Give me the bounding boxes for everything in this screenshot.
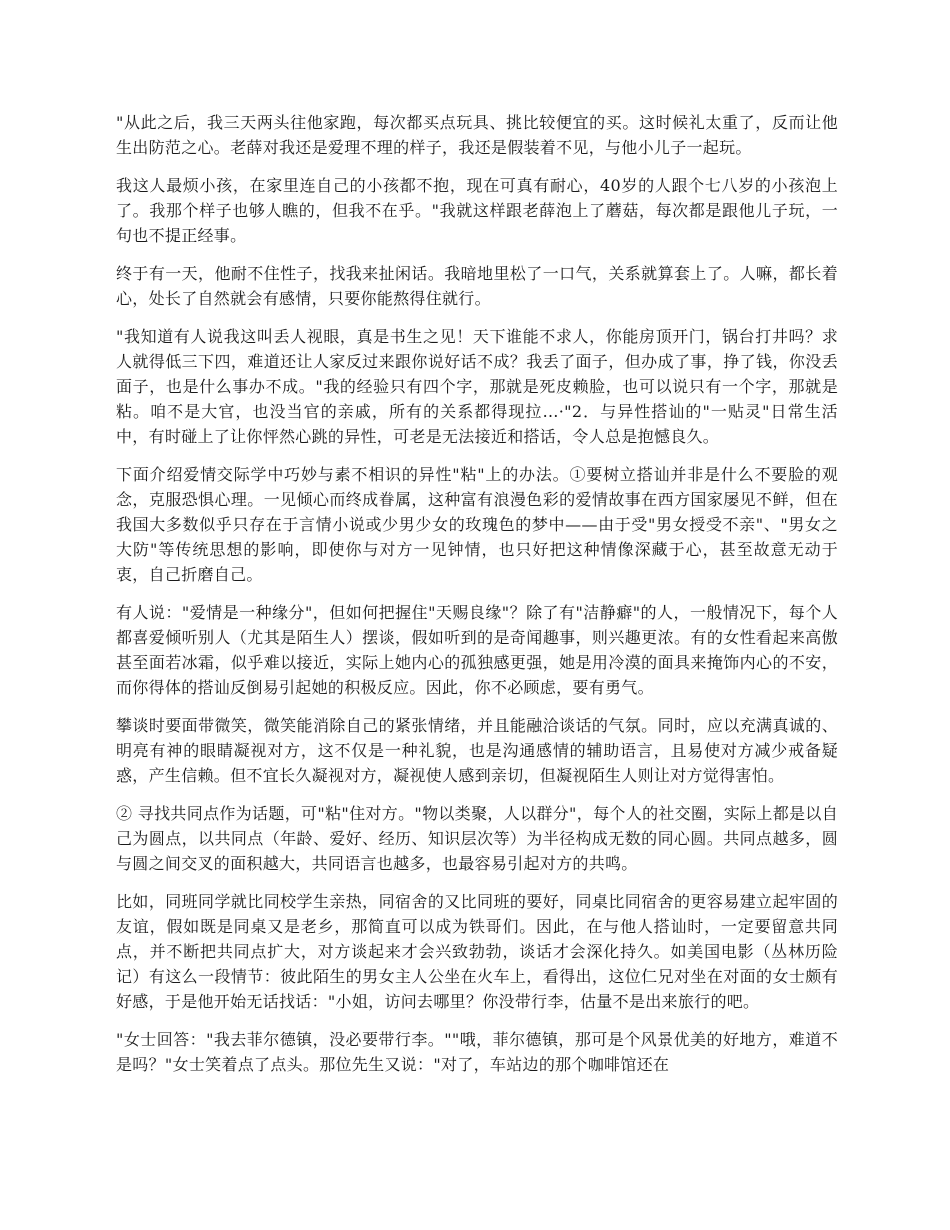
paragraph-1: "从此之后，我三天两头往他家跑，每次都买点玩具、挑比较便宜的买。这时候礼太重了，反而让他生出防范之心。老薛对我还是爱理不理的样子，我还是假装着不见，与他小儿子一起玩。	[116, 113, 838, 157]
paragraph-9: 比如，同班同学就比同校学生亲热，同宿舍的又比同班的要好，同桌比同宿舍的更容易建立起牢固的友谊，假如既是同桌又是老乡，那简直可以成为铁哥们。因此，在与他人搭讪时，一定要留意共同点，并不断把共同点扩大，对方谈起来才会兴致勃勃，谈话才会深化持久。如美国电影（丛林历险记）有这么一段情节：彼此陌生的男女主人公坐在火车上，看得出，这位仁兄对坐在对面的女士颇有好感，于是他开始无话找话："小姐，访问去哪里？你没带行李，估量不是出来旅行的吧。	[116, 892, 838, 1011]
paragraph-5: 下面介绍爱情交际学中巧妙与素不相识的异性"粘"上的办法。①要树立搭讪并非是什么不要脸的观念，克服恐惧心理。一见倾心而终成眷属，这种富有浪漫色彩的爱情故事在西方国家屡见不鲜，但在我国大多数似乎只存在于言情小说或少男少女的玫瑰色的梦中——由于受"男女授受不亲"、"男女之大防"等传统思想的影响，即使你与对方一见钟情，也只好把这种情像深藏于心，甚至故意无动于衷，自己折磨自己。	[116, 465, 838, 584]
paragraph-4: "我知道有人说我这叫丢人视眼，真是书生之见！天下谁能不求人，你能房顶开门，锅台打井吗？求人就得低三下四，难道还让人家反过来跟你说好话不成？我丢了面子，但办成了事，挣了钱，你没丢面子，也是什么事办不成。"我的经验只有四个字，那就是死皮赖脸，也可以说只有一个字，那就是粘。咱不是大官，也没当官的亲戚，所有的关系都得现拉…·"2．与异性搭讪的"一贴灵"日常生活中，有时碰上了让你怦然心跳的异性，可老是无法接近和搭话，令人总是抱憾良久。	[116, 327, 838, 446]
paragraph-3: 终于有一天，他耐不住性子，找我来扯闲话。我暗地里松了一口气，关系就算套上了。人嘛，都长着心，处长了自然就会有感情，只要你能熬得住就行。	[116, 264, 838, 308]
paragraph-10: "女士回答："我去菲尔德镇，没必要带行李。""哦，菲尔德镇，那可是个风景优美的好地方，难道不是吗？"女士笑着点了点头。那位先生又说："对了，车站边的那个咖啡馆还在	[116, 1030, 838, 1074]
paragraph-7: 攀谈时要面带微笑，微笑能消除自己的紧张情绪，并且能融洽谈话的气氛。同时，应以充满真诚的、明亮有神的眼睛凝视对方，这不仅是一种礼貌，也是沟通感情的辅助语言，且易使对方减少戒备疑惑，产生信赖。但不宜长久凝视对方，凝视使人感到亲切，但凝视陌生人则让对方觉得害怕。	[116, 716, 838, 785]
paragraph-2: 我这人最烦小孩，在家里连自己的小孩都不抱，现在可真有耐心，40岁的人跟个七八岁的小孩泡上了。我那个样子也够人瞧的，但我不在乎。"我就这样跟老薛泡上了蘑菇，每次都是跟他儿子玩，一句也不提正经事。	[116, 176, 838, 245]
paragraph-8: ② 寻找共同点作为话题，可"粘"住对方。"物以类聚，人以群分"，每个人的社交圈，实际上都是以自己为圆点，以共同点（年龄、爱好、经历、知识层次等）为半径构成无数的同心圆。共同点越多，圆与圆之间交叉的面积越大，共同语言也越多，也最容易引起对方的共鸣。	[116, 804, 838, 873]
document-body	[116, 110, 838, 1090]
paragraph-6: 有人说："爱情是一种缘分"，但如何把握住"天赐良缘"？除了有"洁静癖"的人，一般情况下，每个人都喜爱倾听别人（尤其是陌生人）摆谈，假如听到的是奇闻趣事，则兴趣更浓。有的女性看起来高傲甚至面若冰霜，似乎难以接近，实际上她内心的孤独感更强，她是用冷漠的面具来掩饰内心的不安，而你得体的搭讪反倒易引起她的积极反应。因此，你不必顾虑，要有勇气。	[116, 603, 838, 697]
